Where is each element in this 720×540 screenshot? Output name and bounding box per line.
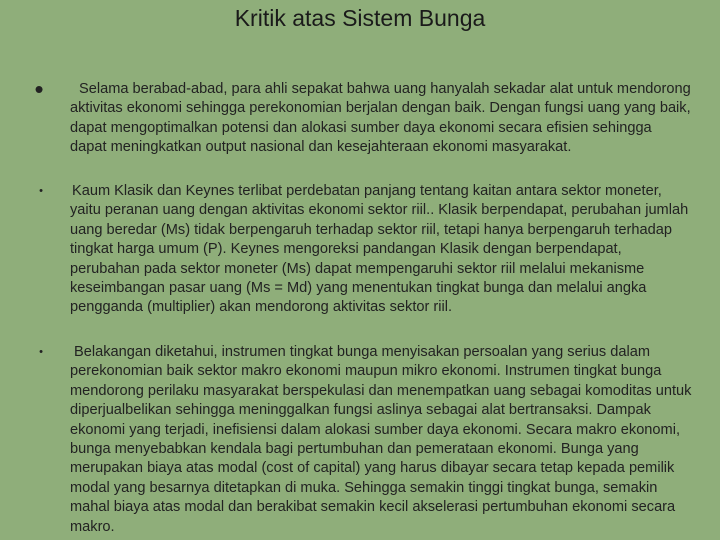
bullet-item-2 xyxy=(39,182,692,318)
bullet-marker: • xyxy=(34,74,44,104)
bullet-text: Selama berabad-abad, para ahli sepakat bahwa uang hanyalah sekadar alat untuk mendorong aktivitas ekonomi sehingga perekonomian berjalan dengan baik. Dengan fungsi uang yang baik, dapat mengoptimalkan potensi dan alokasi sumber daya ekonomi secara efisien sehingga dapat meningkatkan output nasional dan kesejahteraan ekonomi masyarakat. xyxy=(70,81,691,156)
bullet-marker: • xyxy=(39,185,43,197)
bullet-text: Kaum Klasik dan Keynes terlibat perdebatan panjang tentang kaitan antara sektor moneter, yaitu peranan uang dengan aktivitas ekonomi sektor riil.. Klasik berpendapat, perubahan jumlah uang beredar (Ms) tidak berpengaruh terhadap sektor riil, tetapi hanya berpengaruh terhadap tingkat harga umum (P). Keynes mengoreksi pandangan Klasik dengan berpendapat, perubahan pada sektor moneter (Ms) dapat mempengaruhi sektor riil melalui mekanisme keseimbangan pasar uang (Ms = Md) yang menentukan tingkat bunga dan melalui angka pengganda (multiplier) akan mendorong aktivitas sektor riil. xyxy=(70,183,689,316)
slide-title: Kritik atas Sistem Bunga xyxy=(234,5,486,31)
bullet-marker: • xyxy=(39,346,43,358)
bullet-text: Belakangan diketahui, instrumen tingkat bunga menyisakan persoalan yang serius dalam perekonomian baik sektor makro ekonomi maupun mikro ekonomi. Instrumen tingkat bunga mendorong perilaku masyarakat berspekulasi dan menempatkan uang sebagai komoditas untuk diperjualbelikan sehingga meninggalkan fungsi aslinya sebagai alat bertransaksi. Dampak ekonomi yang terjadi, inefisiensi dalam alokasi sumber daya ekonomi. Secara makro ekonomi, bunga menyebabkan kendala bagi pertumbuhan dan pemerataan ekonomi. Bunga yang merupakan biaya atas modal (cost of capital) yang harus dibayar secara tetap kepada pemilik modal yang besarnya ditetapkan di muka. Sehingga semakin tinggi tingkat bunga, semakin mahal biaya atas modal dan berakibat semakin kecil akselerasi pertumbuhan ekonomi secara makro. xyxy=(70,344,692,535)
bullet-item-3 xyxy=(39,343,692,537)
bullet-item-1 xyxy=(34,74,692,158)
